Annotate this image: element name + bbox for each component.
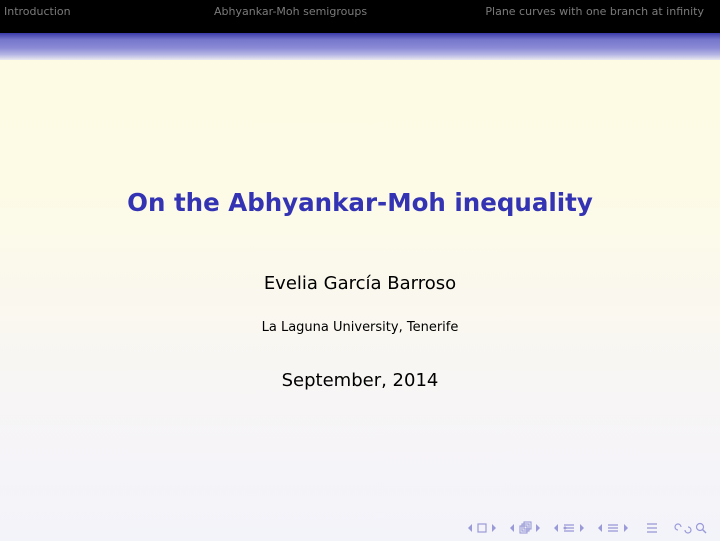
section-link-introduction[interactable]: Introduction [4, 5, 71, 18]
subsection-next-arrow-icon[interactable] [578, 521, 587, 535]
align-icon[interactable] [645, 521, 659, 535]
presentation-title: On the Abhyankar-Moh inequality [127, 188, 593, 217]
navigation-bar [465, 521, 710, 535]
institute: La Laguna University, Tenerife [261, 320, 459, 335]
slide-next-arrow-icon[interactable] [490, 521, 499, 535]
section-icon[interactable] [606, 521, 620, 535]
back-forward-icon[interactable] [673, 521, 693, 535]
frame-stack-icon[interactable] [518, 521, 532, 535]
section-prev-arrow-icon[interactable] [595, 521, 604, 535]
section-link-plane-curves[interactable]: Plane curves with one branch at infinity [485, 5, 704, 18]
search-icon[interactable] [694, 521, 708, 535]
section-next-arrow-icon[interactable] [622, 521, 631, 535]
presentation-date: September, 2014 [281, 370, 439, 391]
subsection-prev-arrow-icon[interactable] [551, 521, 560, 535]
subsection-icon[interactable] [562, 521, 576, 535]
headline-bar [0, 0, 720, 33]
author-name: Evelia García Barroso [263, 273, 457, 294]
slide-frame-icon[interactable] [476, 521, 488, 535]
slide-prev-arrow-icon[interactable] [465, 521, 474, 535]
header-gradient-stripe [0, 33, 720, 60]
frame-next-arrow-icon[interactable] [534, 521, 543, 535]
frame-prev-arrow-icon[interactable] [507, 521, 516, 535]
section-link-abhyankar-moh-semigroups[interactable]: Abhyankar-Moh semigroups [214, 5, 368, 18]
